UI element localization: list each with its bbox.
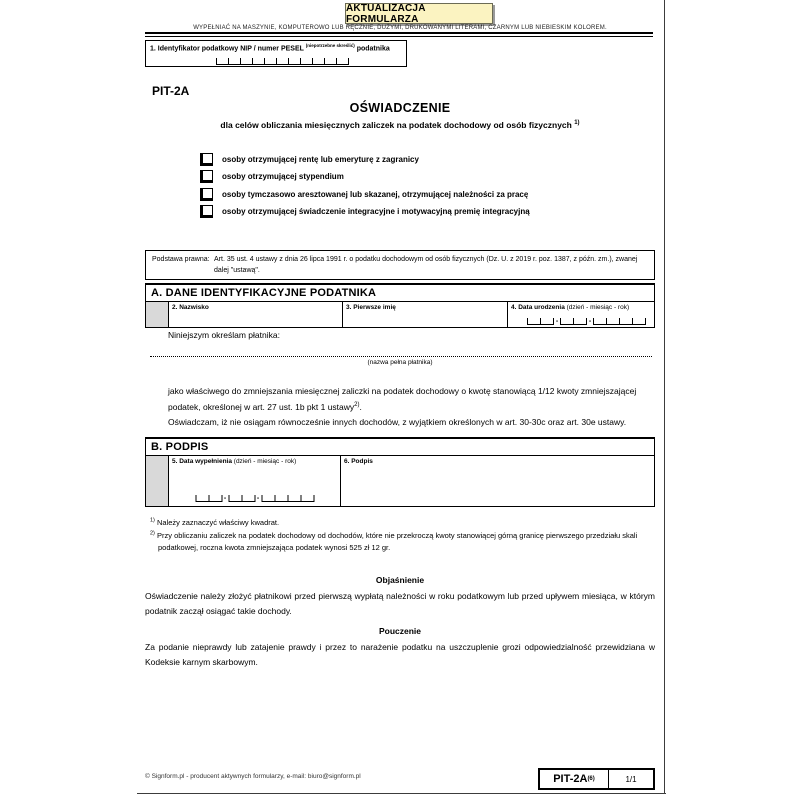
fill-instruction: WYPEŁNIAĆ NA MASZYNIE, KOMPUTEROWO LUB RĘCZNIE, DUŻYMI, DRUKOWANYMI LITERAMI, CZARNYM LUB NIEBIESKIM KOLOREM. bbox=[193, 25, 607, 31]
declaration-paragraphs bbox=[168, 384, 655, 431]
section-b-fields bbox=[146, 456, 654, 506]
birth-date-boxes[interactable]: - - bbox=[527, 318, 646, 325]
page-border-bottom bbox=[137, 793, 666, 794]
paragraph-1 bbox=[168, 384, 655, 415]
section-a-title: A. DANE IDENTYFIKACYJNE PODATNIKA bbox=[146, 285, 654, 302]
caution-text: Za podanie nieprawdy lub zatajenie prawdy i przez to narażenie podatku na uszczuplenie grozi odpowiedzialność przewidziana w Kodeksie karnym skarbowym. bbox=[145, 642, 655, 667]
taxpayer-id-label-post: podatnika bbox=[356, 45, 390, 53]
declaration-type-list bbox=[200, 151, 530, 220]
form-id: PIT-2A bbox=[152, 84, 190, 98]
checkbox-pension-abroad[interactable] bbox=[200, 153, 213, 166]
section-a-fields bbox=[146, 302, 654, 327]
form-subtitle bbox=[145, 120, 655, 130]
update-form-button[interactable]: AKTUALIZACJA FORMULARZA bbox=[345, 3, 493, 24]
footnote-1-text: Należy zaznaczyć właściwy kwadrat. bbox=[156, 518, 280, 527]
footer-form-code-text: PIT-2A bbox=[553, 773, 588, 785]
footnotes bbox=[150, 517, 655, 555]
legal-basis-box bbox=[145, 250, 655, 280]
page-border-right bbox=[664, 0, 665, 794]
checkbox-arrested[interactable] bbox=[200, 188, 213, 201]
list-item bbox=[200, 203, 530, 220]
first-name-field[interactable]: 3. Pierwsze imię bbox=[343, 302, 508, 327]
taxpayer-id-field[interactable] bbox=[145, 40, 407, 67]
form-subtitle-text: dla celów obliczania miesięcznych zaliczek na podatek dochodowy od osób fizycznych bbox=[220, 120, 572, 130]
footnote-1 bbox=[150, 517, 655, 530]
footnote-2 bbox=[150, 530, 655, 555]
section-gray-strip bbox=[146, 302, 169, 327]
birth-date-label: 4. Data urodzenia bbox=[511, 304, 565, 311]
paragraph-1-tail: . bbox=[359, 401, 362, 412]
list-item bbox=[200, 186, 530, 203]
footnote-2-text: Przy obliczaniu zaliczek na podatek dochodowy od dochodów, które nie przekroczą kwoty stanowiącej górną granicę pierwszego przedziału skali podatkowej, roczna kwota zmniejszająca podatek wynosi 525 zł 12 gr. bbox=[156, 530, 638, 552]
footer-form-version: (6) bbox=[587, 776, 595, 782]
fill-date-label: 5. Data wypełnienia bbox=[172, 458, 232, 465]
fill-date-boxes[interactable]: - - bbox=[195, 495, 314, 502]
footnote-ref-2: 2) bbox=[354, 401, 360, 408]
footer-page-number: 1/1 bbox=[625, 774, 637, 784]
legal-basis-text: Art. 35 ust. 4 ustawy z dnia 26 lipca 1991 r. o podatku dochodowym od osób fizycznych (Dz. U. z 2019 r. poz. 1387, z późn. zm.), zwanej dalej "ustawą". bbox=[214, 256, 638, 274]
checkbox-label: osoby otrzymującej świadczenie integracyjne i motywacyjną premię integracyjną bbox=[222, 207, 530, 217]
checkbox-label: osoby otrzymującej stypendium bbox=[222, 172, 344, 182]
paragraph-2: Oświadczam, iż nie osiągam równocześnie innych dochodów, z wyjątkiem określonych w art. 30-30c oraz art. 30e ustawy. bbox=[168, 417, 627, 427]
checkbox-label: osoby tymczasowo aresztowanej lub skazanej, otrzymującej należności za pracę bbox=[222, 189, 529, 199]
taxpayer-id-label: 1. Identyfikator podatkowy NIP / numer PESEL bbox=[150, 45, 304, 53]
footer-form-code bbox=[540, 770, 609, 788]
form-title: OŚWIADCZENIE bbox=[349, 101, 451, 115]
birth-date-field[interactable] bbox=[508, 302, 654, 327]
section-b bbox=[145, 437, 655, 507]
explanation-text: Oświadczenie należy złożyć płatnikowi przed pierwszą wypłatą należności w roku podatkowym lub przed upływem miesiąca, w którym podatnik zaczął osiągać takie dochody. bbox=[145, 591, 655, 616]
checkbox-label: osoby otrzymującej rentę lub emeryturę z zagranicy bbox=[222, 155, 419, 165]
pesel-digit-boxes[interactable] bbox=[216, 58, 349, 65]
paragraph-1-text: jako właściwego do zmniejszania miesięcznej zaliczki na podatek dochodowy o kwotę stanowiącą 1/12 kwoty zmniejszającej podatek, określonej w art. 27 ust. 1b pkt 1 ustawy bbox=[168, 386, 637, 412]
footnote-ref-1: 1) bbox=[574, 120, 580, 127]
surname-field[interactable]: 2. Nazwisko bbox=[169, 302, 343, 327]
checkbox-scholarship[interactable] bbox=[200, 170, 213, 183]
fill-date-hint: (dzień - miesiąc - rok) bbox=[233, 458, 297, 465]
signature-field[interactable]: 6. Podpis bbox=[344, 458, 373, 465]
caution-title: Pouczenie bbox=[378, 626, 422, 636]
checkbox-integration[interactable] bbox=[200, 205, 213, 218]
footnote-2-mark: 2) bbox=[150, 530, 155, 536]
explanation-title: Objaśnienie bbox=[375, 575, 425, 585]
declare-intro-text: Niniejszym określam płatnika: bbox=[168, 330, 280, 340]
payer-name-input-line[interactable] bbox=[150, 344, 652, 357]
section-gray-strip bbox=[146, 456, 169, 506]
footnote-1-mark: 1) bbox=[150, 517, 155, 524]
list-item bbox=[200, 151, 530, 168]
section-a bbox=[145, 283, 655, 328]
fill-date-field[interactable] bbox=[169, 456, 341, 506]
footer-copyright: © Signform.pl - producent aktywnych formularzy, e-mail: biuro@signform.pl bbox=[145, 773, 361, 780]
taxpayer-id-label-sup: (niepotrzebne skreślić) bbox=[305, 43, 355, 48]
section-b-title: B. PODPIS bbox=[146, 439, 654, 456]
birth-date-hint: (dzień - miesiąc - rok) bbox=[566, 304, 630, 311]
list-item bbox=[200, 168, 530, 185]
header-divider bbox=[145, 32, 653, 37]
footer-form-code-box bbox=[538, 768, 655, 790]
legal-basis-label: Podstawa prawna: bbox=[152, 256, 210, 263]
payer-name-caption: (nazwa pełna płatnika) bbox=[367, 359, 433, 366]
